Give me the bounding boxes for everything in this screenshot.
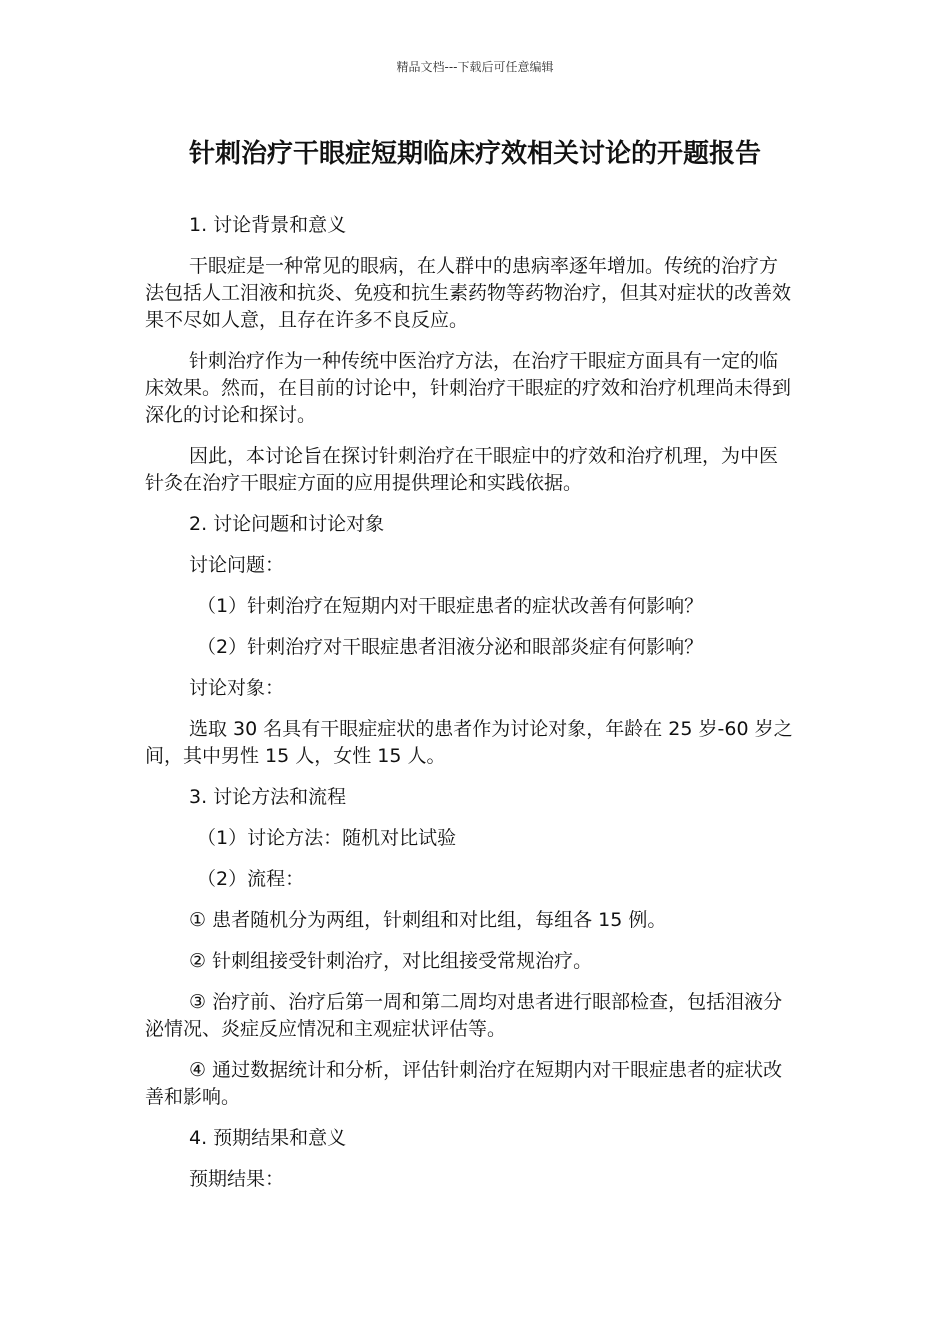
method-item: （2）流程：	[197, 868, 305, 890]
process-step: ③ 治疗前、治疗后第一周和第二周均对患者进行眼部检查，包括泪液分泌情况、炎症反应情况和主观症状评估等。	[145, 991, 783, 1040]
question-item: （1）针刺治疗在短期内对干眼症患者的症状改善有何影响？	[197, 595, 704, 617]
section-heading: 1. 讨论背景和意义	[189, 214, 347, 236]
process-step: ① 患者随机分为两组，针刺组和对比组，每组各 15 例。	[189, 909, 667, 931]
process-step: ④ 通过数据统计和分析，评估针刺治疗在短期内对干眼症患者的症状改善和影响。	[145, 1059, 783, 1108]
section-heading: 2. 讨论问题和讨论对象	[189, 513, 385, 535]
section-heading: 3. 讨论方法和流程	[189, 786, 347, 808]
document-title: 针刺治疗干眼症短期临床疗效相关讨论的开题报告	[188, 139, 761, 169]
process-step: ② 针刺组接受针刺治疗，对比组接受常规治疗。	[189, 950, 593, 972]
paragraph: 因此，本讨论旨在探讨针刺治疗在干眼症中的疗效和治疗机理，为中医针灸在治疗干眼症方面的应用提供理论和实践依据。	[145, 445, 779, 494]
subheading: 讨论问题：	[189, 554, 285, 576]
paragraph: 选取 30 名具有干眼症症状的患者作为讨论对象，年龄在 25 岁-60 岁之间，其中男性 15 人，女性 15 人。	[145, 718, 793, 767]
subheading: 讨论对象：	[189, 677, 285, 699]
header-note: 精品文档---下载后可任意编辑	[396, 60, 554, 74]
document-body	[145, 212, 795, 1207]
paragraph: 针刺治疗作为一种传统中医治疗方法，在治疗干眼症方面具有一定的临床效果。然而，在目前的讨论中，针刺治疗干眼症的疗效和治疗机理尚未得到深化的讨论和探讨。	[145, 350, 792, 426]
method-item: （1）讨论方法：随机对比试验	[197, 827, 457, 849]
section-heading: 4. 预期结果和意义	[189, 1127, 347, 1149]
subheading: 预期结果：	[189, 1168, 285, 1190]
question-item: （2）针刺治疗对干眼症患者泪液分泌和眼部炎症有何影响？	[197, 636, 704, 658]
paragraph: 干眼症是一种常见的眼病，在人群中的患病率逐年增加。传统的治疗方法包括人工泪液和抗炎、免疫和抗生素药物等药物治疗，但其对症状的改善效果不尽如人意，且存在许多不良反应。	[145, 255, 792, 331]
